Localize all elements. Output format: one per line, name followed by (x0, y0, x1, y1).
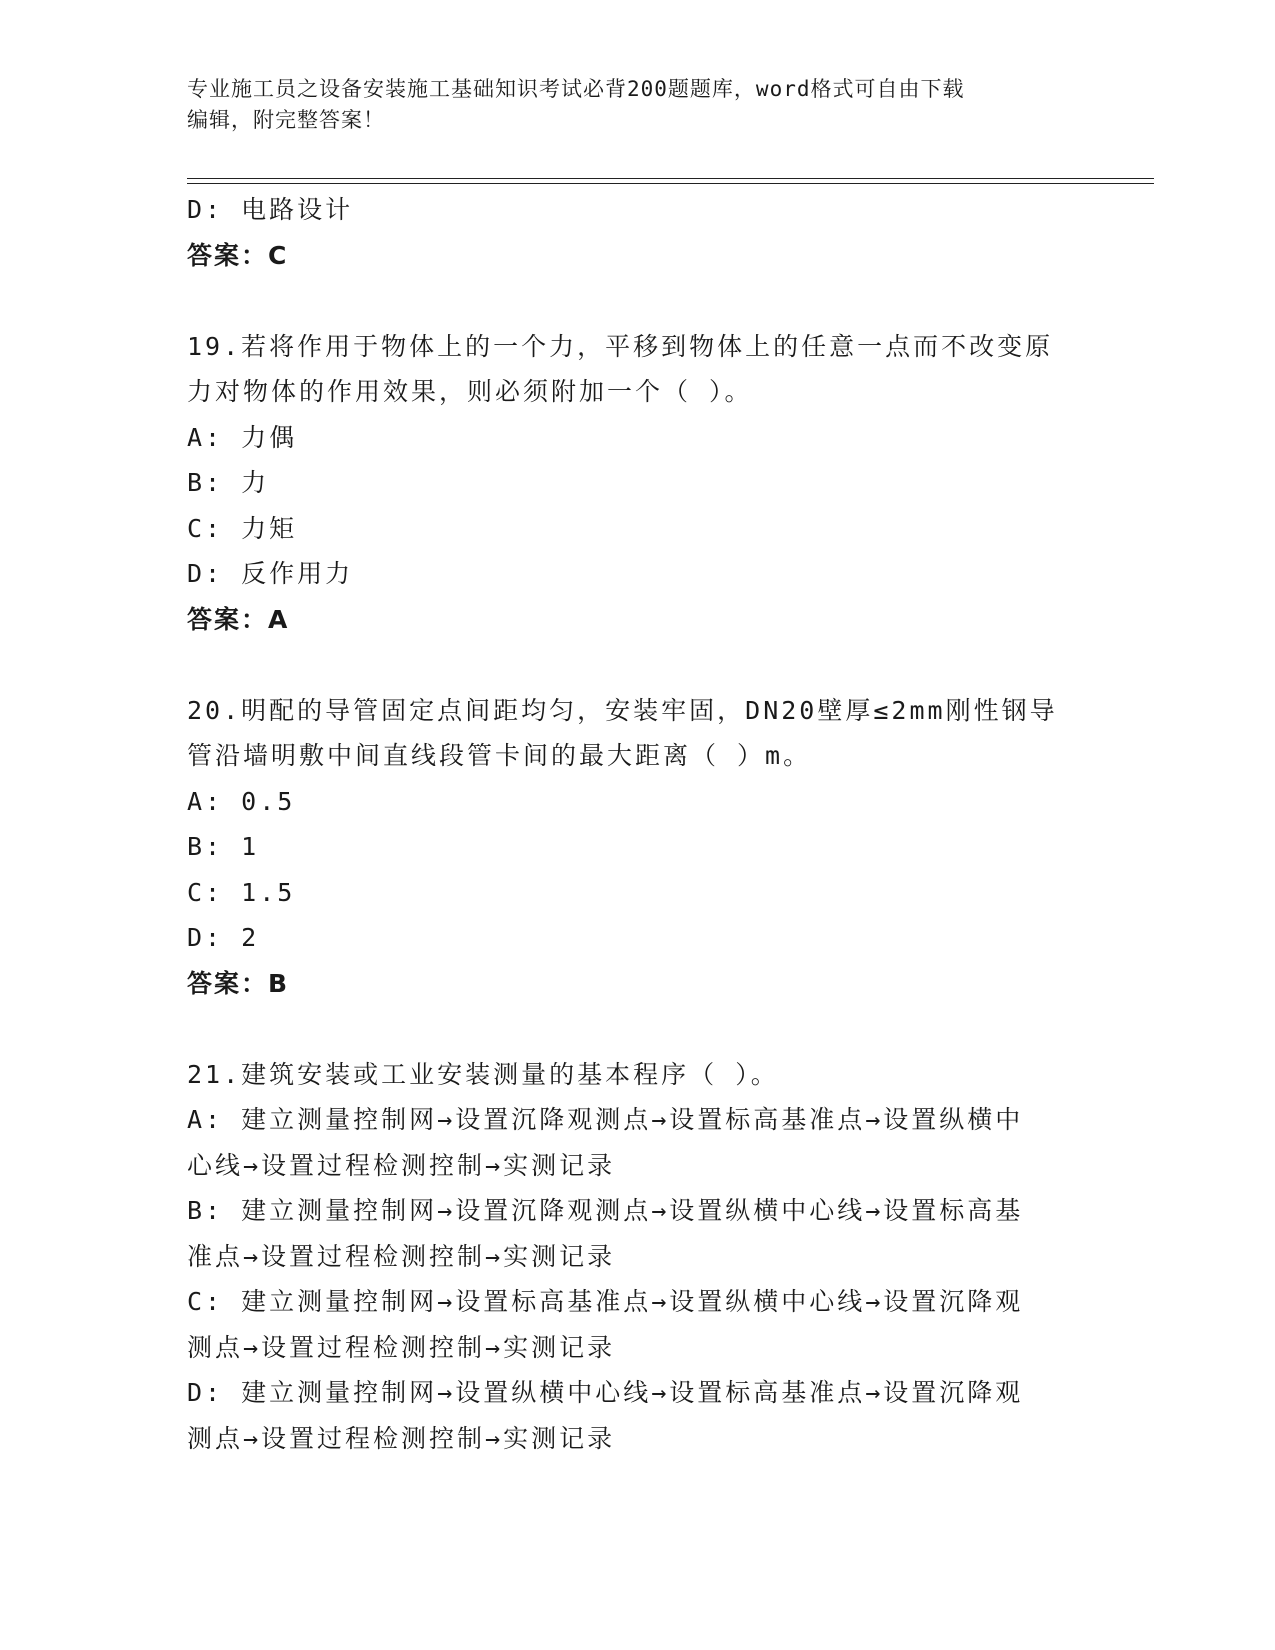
option-d-line-1: D: 建立测量控制网→设置纵横中心线→设置标高基准点→设置沉降观 (187, 1378, 1024, 1407)
answer: 答案：C (187, 240, 289, 270)
option-a: A: 力偶 (187, 422, 298, 452)
spacer (187, 278, 1087, 324)
option-d: D: 电路设计 (187, 195, 354, 224)
question-stem-line-1: 19.若将作用于物体上的一个力，平移到物体上的任意一点而不改变原 (187, 331, 1054, 361)
header-line-2: 编辑，附完整答案！ (187, 108, 385, 132)
option-c-line-1: C: 建立测量控制网→设置标高基准点→设置纵横中心线→设置沉降观 (187, 1287, 1024, 1316)
option-c: C: 力矩 (187, 513, 298, 543)
question-stem-line-1: 20.明配的导管固定点间距均匀，安装牢固，DN20壁厚≤2mm刚性钢导 (187, 695, 1058, 725)
option-b: B: 力 (187, 468, 270, 497)
question-content (187, 187, 1087, 1461)
header-rule (187, 178, 1154, 184)
answer: 答案：B (187, 968, 290, 998)
option-b-line-1: B: 建立测量控制网→设置沉降观测点→设置纵横中心线→设置标高基 (187, 1196, 1024, 1225)
option-a-line-1: A: 建立测量控制网→设置沉降观测点→设置标高基准点→设置纵横中 (187, 1105, 1024, 1134)
question-21 (187, 1052, 1087, 1462)
question-stem-line-1: 21.建筑安装或工业安装测量的基本程序（ ）。 (187, 1059, 779, 1089)
option-c: C: 1.5 (187, 877, 296, 907)
question-20 (187, 688, 1087, 1007)
question-stem-line-2: 管沿墙明敷中间直线段管卡间的最大距离（ ）m。 (187, 741, 812, 770)
spacer (187, 642, 1087, 688)
question-19 (187, 324, 1087, 643)
option-a-line-2: 心线→设置过程检测控制→实测记录 (187, 1150, 616, 1180)
question-stem-line-2: 力对物体的作用效果，则必须附加一个（ ）。 (187, 377, 753, 406)
option-b-line-2: 准点→设置过程检测控制→实测记录 (187, 1241, 616, 1271)
option-d: D: 反作用力 (187, 559, 354, 588)
header-line-1: 专业施工员之设备安装施工基础知识考试必背200题题库，word格式可自由下载 (187, 77, 965, 101)
option-a: A: 0.5 (187, 786, 296, 816)
option-c-line-2: 测点→设置过程检测控制→实测记录 (187, 1332, 616, 1362)
option-d-line-2: 测点→设置过程检测控制→实测记录 (187, 1423, 616, 1453)
spacer (187, 1006, 1087, 1052)
option-b: B: 1 (187, 832, 260, 861)
previous-question-tail (187, 187, 1087, 278)
answer: 答案：A (187, 604, 290, 634)
page-header (187, 74, 1067, 136)
option-d: D: 2 (187, 923, 260, 952)
